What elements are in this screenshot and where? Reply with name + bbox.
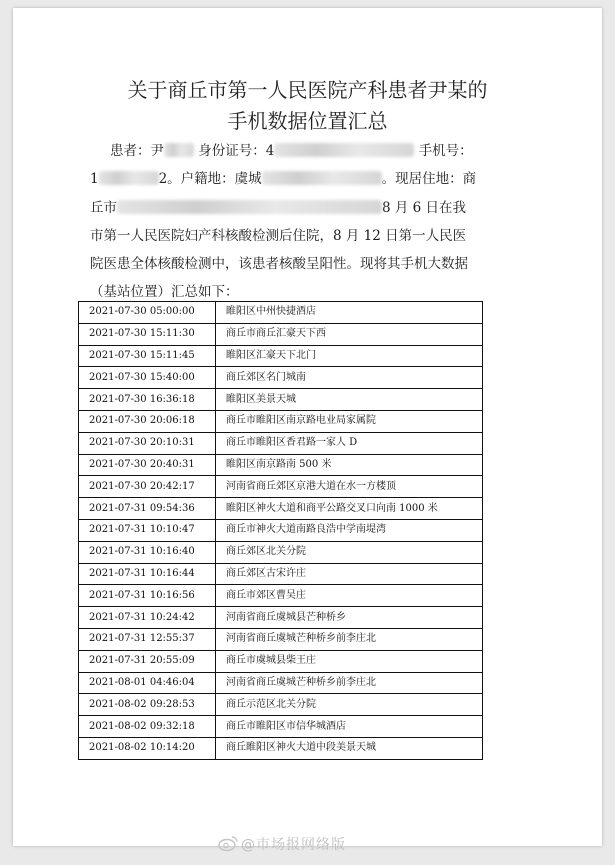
row-timestamp: 2021-07-31 12:55:37 — [79, 628, 216, 650]
table-row — [79, 585, 483, 607]
table-row — [79, 432, 483, 454]
table-row — [79, 563, 483, 585]
row-location: 商丘市睢阳区南京路电业局家属院 — [216, 410, 483, 432]
table-row — [79, 389, 483, 411]
table-row — [79, 367, 483, 389]
row-location: 睢阳区南京路南 500 米 — [216, 454, 483, 476]
row-location: 商丘市郊区曹吴庄 — [216, 585, 483, 607]
body-line-3: 丘市 8 月 6 日在我 — [90, 199, 467, 216]
row-timestamp: 2021-08-02 09:32:18 — [79, 716, 216, 738]
row-timestamp: 2021-07-30 20:42:17 — [79, 476, 216, 498]
table-row — [79, 498, 483, 520]
row-timestamp: 2021-08-01 04:46:04 — [79, 672, 216, 694]
row-location: 商丘郊区古宋许庄 — [216, 563, 483, 585]
table-row — [79, 737, 483, 759]
location-table — [78, 301, 483, 760]
row-timestamp: 2021-07-31 10:16:56 — [79, 585, 216, 607]
row-location: 河南省商丘虞城芒种桥乡前李庄北 — [216, 628, 483, 650]
row-location: 商丘睢阳区神火大道中段美景天城 — [216, 737, 483, 759]
row-location: 商丘郊区名门城南 — [216, 367, 483, 389]
row-location: 商丘市神火大道南路良浩中学南堤湾 — [216, 519, 483, 541]
row-timestamp: 2021-07-30 05:00:00 — [79, 302, 216, 324]
document-body — [90, 137, 510, 307]
table-row — [79, 323, 483, 345]
row-timestamp: 2021-07-30 15:40:00 — [79, 367, 216, 389]
row-location: 商丘示范区北关分院 — [216, 694, 483, 716]
table-row — [79, 672, 483, 694]
watermark-text: @市场报网络版 — [241, 837, 346, 853]
row-location: 商丘市睢阳区市信华城酒店 — [216, 716, 483, 738]
body-line-2: 1 2。户籍地：虞城 。现居住地：商 — [90, 171, 477, 188]
location-table-body — [79, 302, 483, 760]
body-line-6: （基站位置）汇总如下： — [90, 284, 239, 301]
row-location: 河南省商丘虞城县芒种桥乡 — [216, 607, 483, 629]
table-row — [79, 519, 483, 541]
row-location: 睢阳区美景天城 — [216, 389, 483, 411]
table-row — [79, 410, 483, 432]
document-title-line2: 手机数据位置汇总 — [227, 109, 388, 133]
table-row — [79, 628, 483, 650]
table-row — [79, 345, 483, 367]
table-row — [79, 694, 483, 716]
row-timestamp: 2021-07-30 16:36:18 — [79, 389, 216, 411]
row-location: 商丘郊区北关分院 — [216, 541, 483, 563]
row-timestamp: 2021-07-30 20:40:31 — [79, 454, 216, 476]
redacted-hometown — [262, 171, 382, 185]
table-row — [79, 302, 483, 324]
document-title-line1: 关于商丘市第一人民医院产科患者尹某的 — [127, 78, 488, 102]
row-timestamp: 2021-07-31 10:24:42 — [79, 607, 216, 629]
row-location: 商丘市睢阳区香君路一家人 D — [216, 432, 483, 454]
table-row — [79, 716, 483, 738]
row-timestamp: 2021-07-31 10:10:47 — [79, 519, 216, 541]
table-row — [79, 650, 483, 672]
row-timestamp: 2021-08-02 09:28:53 — [79, 694, 216, 716]
row-timestamp: 2021-07-31 09:54:36 — [79, 498, 216, 520]
row-timestamp: 2021-07-30 15:11:45 — [79, 345, 216, 367]
body-line-5: 院医患全体核酸检测中，该患者核酸呈阳性。现将其手机大数据 — [90, 256, 468, 273]
row-timestamp: 2021-07-30 20:10:31 — [79, 432, 216, 454]
redacted-address — [117, 200, 382, 214]
redacted-phone — [99, 171, 159, 185]
table-row — [79, 454, 483, 476]
redacted-id-number — [274, 143, 414, 157]
row-location: 商丘市商丘汇豪天下西 — [216, 323, 483, 345]
row-location: 河南省商丘虞城芒种桥乡前李庄北 — [216, 672, 483, 694]
body-line-4: 市第一人民医院妇产科核酸检测后住院，8 月 12 日第一人民医 — [90, 227, 467, 244]
weibo-icon — [218, 834, 238, 852]
row-location: 睢阳区中州快捷酒店 — [216, 302, 483, 324]
row-timestamp: 2021-07-31 10:16:44 — [79, 563, 216, 585]
row-timestamp: 2021-07-30 20:06:18 — [79, 410, 216, 432]
row-timestamp: 2021-08-02 10:14:20 — [79, 737, 216, 759]
table-row — [79, 541, 483, 563]
row-timestamp: 2021-07-30 15:11:30 — [79, 323, 216, 345]
row-timestamp: 2021-07-31 20:55:09 — [79, 650, 216, 672]
row-timestamp: 2021-07-31 10:16:40 — [79, 541, 216, 563]
row-location: 商丘市虞城县柴王庄 — [216, 650, 483, 672]
row-location: 睢阳区汇豪天下北门 — [216, 345, 483, 367]
table-row — [79, 607, 483, 629]
row-location: 睢阳区神火大道和商平公路交叉口向南 1000 米 — [216, 498, 483, 520]
row-location: 河南省商丘郊区京港大道在水一方楼顶 — [216, 476, 483, 498]
body-line-1: 患者：尹 身份证号：4 手机号： — [110, 143, 473, 159]
redacted-name — [164, 143, 194, 157]
table-row — [79, 476, 483, 498]
